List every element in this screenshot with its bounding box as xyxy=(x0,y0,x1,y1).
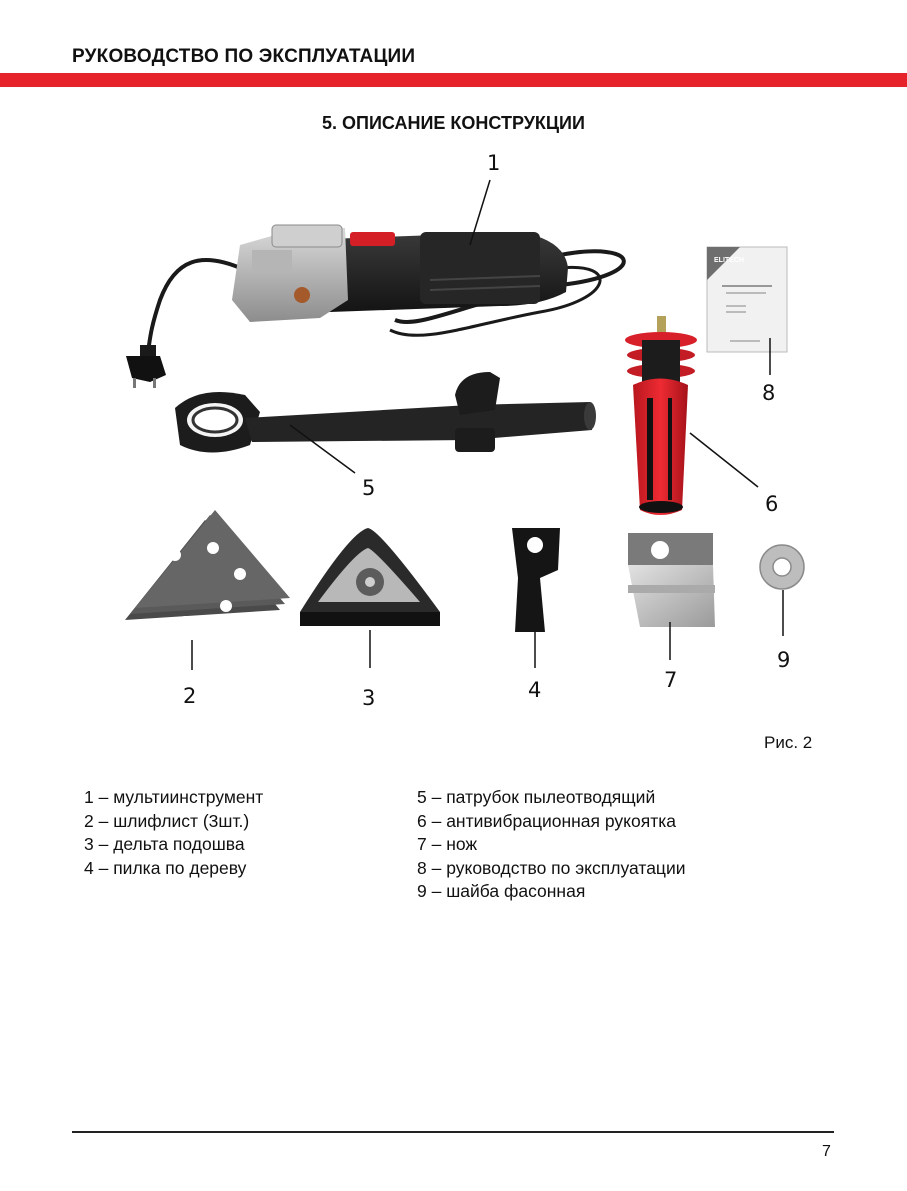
knife-image xyxy=(628,533,715,627)
manual-booklet-image xyxy=(707,247,787,352)
legend-item: 5 – патрубок пылеотводящий xyxy=(417,787,656,807)
legend-item: 1 – мультиинструмент xyxy=(84,787,264,807)
legend-left-column xyxy=(84,786,263,880)
callout-4: 4 xyxy=(528,678,542,702)
callout-5: 5 xyxy=(362,476,376,500)
anti-vibration-handle-image xyxy=(625,316,697,515)
callout-8: 8 xyxy=(762,381,776,405)
footer-divider xyxy=(72,1131,834,1133)
callout-1: 1 xyxy=(487,151,501,175)
page-header-title: РУКОВОДСТВО ПО ЭКСПЛУАТАЦИИ xyxy=(72,46,416,67)
legend-item: 9 – шайба фасонная xyxy=(417,881,586,901)
sanding-sheets-image xyxy=(125,510,290,628)
washer-image xyxy=(760,545,804,589)
legend-item: 3 – дельта подошва xyxy=(84,834,245,854)
legend-item: 8 – руководство по эксплуатации xyxy=(417,857,686,878)
legend-item: 2 – шлифлист (3шт.) xyxy=(84,810,250,831)
figure-caption: Рис. 2 xyxy=(764,733,813,752)
legend-item: 7 – нож xyxy=(417,834,478,854)
callout-7: 7 xyxy=(664,668,678,692)
legend-right-column xyxy=(417,786,686,904)
dust-extraction-tube-image xyxy=(175,372,596,453)
delta-sole-image xyxy=(300,528,440,626)
wood-blade-image xyxy=(512,528,560,632)
callout-3: 3 xyxy=(362,686,376,710)
multitool-image xyxy=(126,225,624,388)
callout-2: 2 xyxy=(183,684,197,708)
legend-item: 6 – антивибрационная рукоятка xyxy=(417,810,677,831)
legend-item: 4 – пилка по дереву xyxy=(84,857,247,878)
callout-6: 6 xyxy=(765,492,779,516)
booklet-brand: ELITECH xyxy=(714,257,744,264)
page-number: 7 xyxy=(822,1143,831,1160)
callout-9: 9 xyxy=(777,648,791,672)
section-title: 5. ОПИСАНИЕ КОНСТРУКЦИИ xyxy=(322,113,585,133)
